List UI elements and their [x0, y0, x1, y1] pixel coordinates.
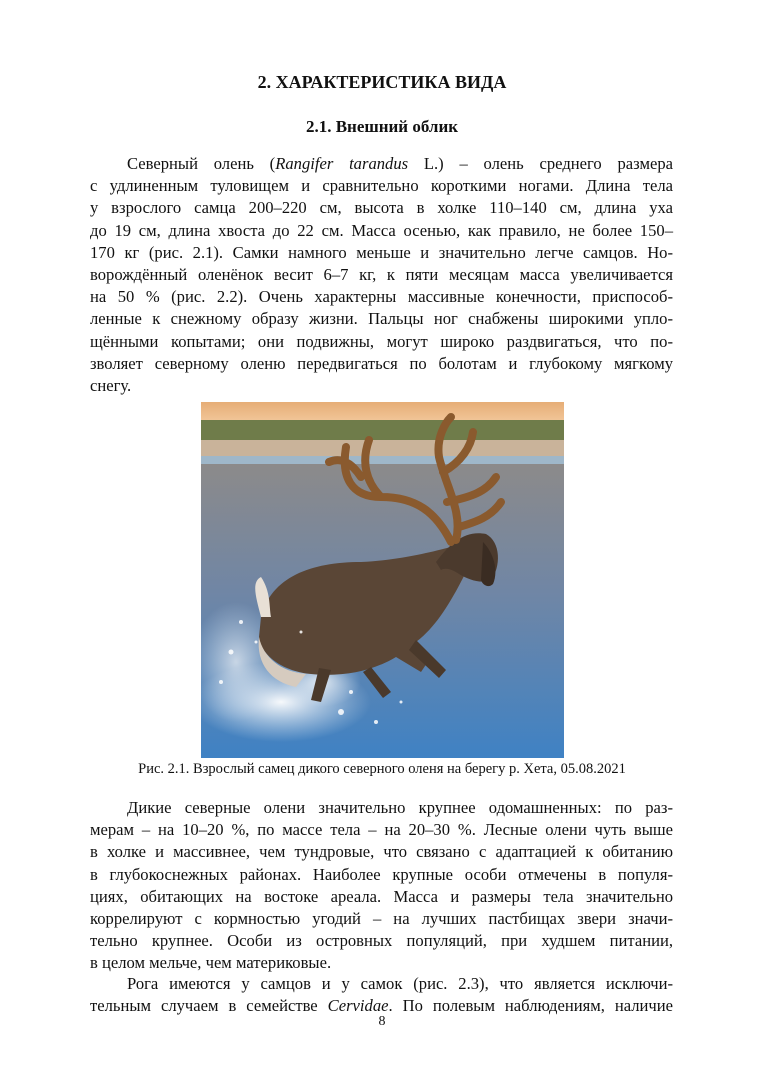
paragraph-line: ленные к снежному образу жизни. Пальцы ног снабжены широкими упло- [90, 309, 673, 329]
paragraph-line: Дикие северные олени значительно крупнее одомашненных: по раз- [127, 798, 673, 817]
paragraph-line: до 19 см, длина хвоста до 22 см. Масса осенью, как правило, не более 150– [90, 220, 673, 240]
family-name: Cervidae [327, 996, 389, 1016]
paragraph-line: ворождённый оленёнок весит 6–7 кг, к пяти месяцам масса увеличивается [90, 265, 673, 285]
paragraph-line: тельно крупнее. Особи из островных популяций, при худшем питании, [90, 931, 673, 951]
paragraph-appearance [90, 153, 673, 397]
reindeer-photo [201, 402, 564, 758]
paragraph-line: зволяет северному оленю передвигаться по болотам и глубокому мягкому [90, 353, 673, 373]
paragraph-line: коррелируют с кормностью угодий – на лучших пастбищах звери значи- [90, 909, 673, 929]
reindeer-illustration [201, 402, 564, 758]
paragraph-line: в холке и массивнее, чем тундровые, что связано с адаптацией к обитанию [90, 842, 673, 862]
figure-caption: Рис. 2.1. Взрослый самец дикого северного оленя на берегу р. Хета, 05.08.2021 [138, 761, 626, 777]
paragraph-line: циях, обитающих на востоке ареала. Масса и размеры тела значительно [90, 886, 673, 906]
paragraph-line: в глубокоснежных районах. Наиболее крупные особи отмечены в популя- [90, 864, 673, 884]
paragraph-antlers [90, 973, 673, 1017]
paragraph-line: мерам – на 10–20 %, по массе тела – на 20–30 %. Лесные олени чуть выше [90, 820, 673, 840]
paragraph-line: в целом мельче, чем материковые. [90, 953, 332, 973]
paragraph-line: у взрослого самца 200–220 см, высота в холке 110–140 см, длина уха [90, 198, 673, 218]
paragraph-line: на 50 % (рис. 2.2). Очень характерны массивные конечности, приспособ- [90, 287, 673, 307]
paragraph-line: Северный олень (Rangifer tarandus L.) – олень среднего размера [127, 154, 673, 173]
species-name: Rangifer tarandus [275, 154, 409, 173]
paragraph-line: снегу. [90, 376, 132, 396]
paragraph-line: тельным случаем в семействе Cervidae. По полевым наблюдениям, наличие [90, 996, 674, 1016]
paragraph-line: 170 кг (рис. 2.1). Самки намного меньше и значительно легче самцов. Но- [90, 242, 673, 262]
paragraph-line: Рога имеются у самцов и у самок (рис. 2.3), что является исключи- [127, 974, 673, 993]
paragraph-line: с удлиненным туловищем и сравнительно короткими ногами. Длина тела [90, 176, 673, 196]
paragraph-size-comparison [90, 797, 673, 975]
section-title: 2.1. Внешний облик [305, 117, 459, 136]
page-number: 8 [378, 1014, 386, 1029]
chapter-title: 2. ХАРАКТЕРИСТИКА ВИДА [257, 72, 507, 92]
paragraph-line: щёнными копытами; они подвижны, могут широко раздвигаться, что по- [90, 331, 673, 351]
